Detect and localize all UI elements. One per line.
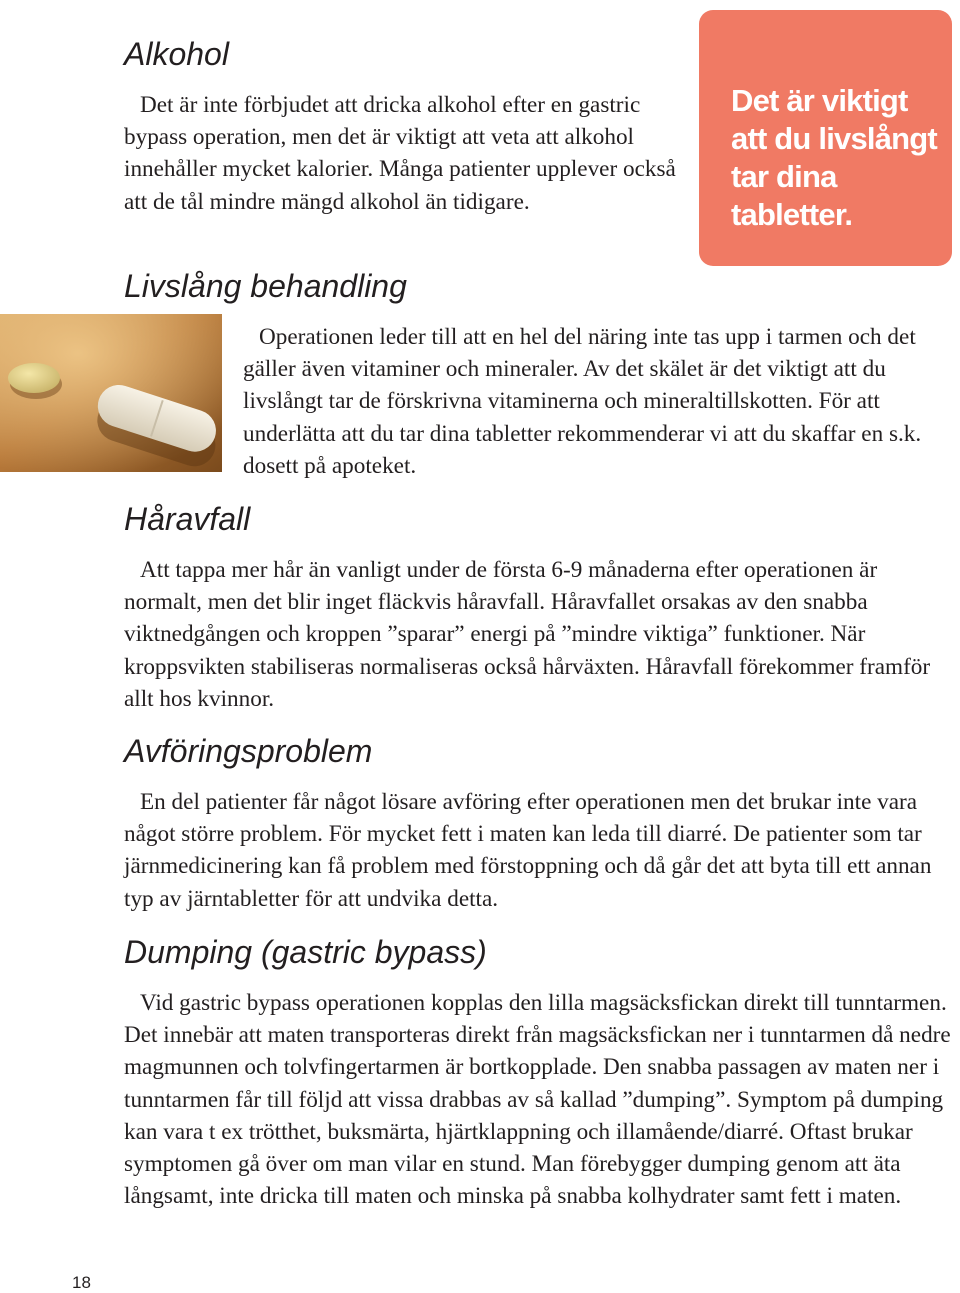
paragraph-livslang-behandling: Operationen leder till att en hel del näring inte tas upp i tarmen och det gäller även vitaminer och mineraler. Av det skälet är det viktigt att du livslångt tar de förskrivna vitaminerna och mineraltillskotten. För att underlätta att du tar dina tabletter rekommenderar vi att du skaffar en s.k. dosett på apoteket.	[243, 324, 922, 479]
page-number: 18	[72, 1273, 91, 1292]
heading-haravfall: Håravfall	[124, 501, 251, 537]
round-tablet	[8, 363, 60, 393]
heading-avforingsproblem: Avföringsproblem	[124, 733, 373, 769]
paragraph-alkohol: Det är inte förbjudet att dricka alkohol efter en gastric bypass operation, men det är viktigt att veta att alkohol innehåller mycket kalorier. Många patienter upplever också att de tål mindre mängd alkohol än tidigare.	[124, 92, 676, 215]
heading-alkohol: Alkohol	[124, 36, 229, 72]
heading-livslang-behandling: Livslång behandling	[124, 268, 407, 304]
paragraph-avforingsproblem: En del patienter får något lösare avföring efter operationen men det brukar inte vara något större problem. För mycket fett i maten kan leda till diarré. De patienter som tar järnmedicinering kan få problem med förstoppning och då går det att byta till ett annan typ av järntabletter för att undvika detta.	[124, 789, 932, 912]
tablets-photo	[0, 314, 222, 472]
paragraph-dumping: Vid gastric bypass operationen kopplas den lilla magsäcksfickan direkt till tunntarmen. Det innebär att maten transporteras direkt från magsäcksfickan ner i tunntarmen då nedre magmunnen och tolvfingertarmen är bortkopplade. Den snabba passagen av maten ner i tunntarmen får till följd att vissa drabbas av så kallad ”dumping”. Symptom på dumping kan vara t ex trötthet, buksmärta, hjärtklappning och illamående/diarré. Oftast brukar symptomen gå över om man vilar en stund. Man förebygger dumping genom att äta långsamt, inte dricka till maten och minska på snabba kolhydrater samt fett i maten.	[124, 990, 951, 1210]
callout-box	[699, 10, 952, 266]
paragraph-haravfall: Att tappa mer hår än vanligt under de första 6-9 månaderna efter operationen är normalt, men det blir inget fläckvis håravfall. Håravfallet orsakas av den snabba viktnedgången och kroppen ”sparar” energi på ”mindre viktiga” funktioner. När kroppsvikten stabiliseras normaliseras också hårväxten. Håravfall förekommer framför allt hos kvinnor.	[124, 557, 931, 712]
callout-text: Det är viktigt att du livslångt tar dina tabletter.	[731, 83, 937, 232]
heading-dumping: Dumping (gastric bypass)	[124, 934, 487, 970]
